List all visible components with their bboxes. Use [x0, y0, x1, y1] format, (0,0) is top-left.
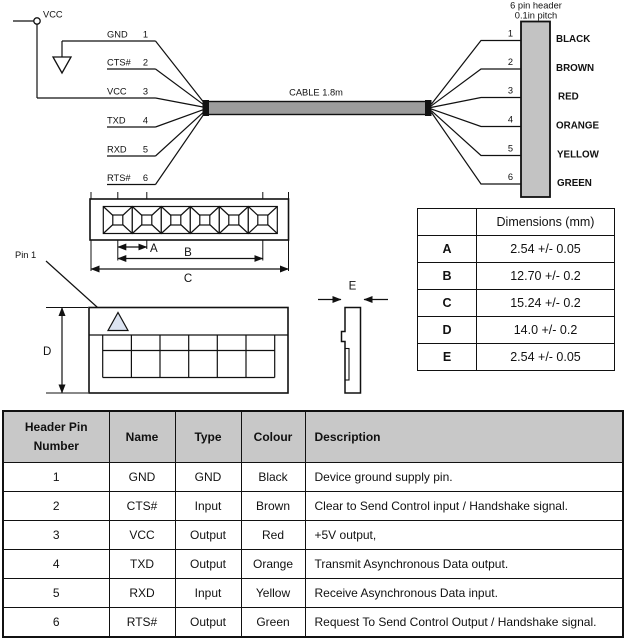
cable-label: CABLE 1.8m: [289, 87, 343, 98]
pin-description-cell: Clear to Send Control input / Handshake signal.: [305, 492, 623, 521]
dim-letter: A: [418, 236, 477, 263]
table-row: [418, 317, 615, 344]
column-header: Type: [175, 411, 241, 463]
signal-label: TXD: [107, 115, 126, 126]
pin-description-cell: Device ground supply pin.: [305, 463, 623, 492]
pin-cavity: [248, 207, 277, 234]
wire-color-label: BROWN: [556, 63, 595, 74]
table-row: [418, 236, 615, 263]
pin-colour-cell: Red: [241, 521, 305, 550]
pin-cavity: [132, 207, 161, 234]
dim-label-b: B: [184, 247, 192, 259]
pin-name-cell: GND: [109, 463, 175, 492]
column-header: Header Pin Number: [3, 411, 109, 463]
side-view-outline: [342, 308, 361, 394]
pin-type-cell: Input: [175, 579, 241, 608]
pin-name-cell: CTS#: [109, 492, 175, 521]
dim-label-d: D: [43, 346, 52, 358]
signal-label: RXD: [107, 144, 127, 155]
pin-number-cell: 2: [3, 492, 109, 521]
dims-table-header: Dimensions (mm): [477, 209, 615, 236]
pin-colour-cell: Black: [241, 463, 305, 492]
vcc-rail-label: VCC: [43, 9, 63, 20]
vcc-terminal-icon: [34, 18, 40, 24]
column-header: Colour: [241, 411, 305, 463]
header-title-line2: 0.1in pitch: [514, 10, 558, 21]
table-row: [418, 290, 615, 317]
dim-label-a: A: [150, 243, 158, 255]
pin-cavity: [190, 207, 219, 234]
dim-letter: D: [418, 317, 477, 344]
wire-color-label: GREEN: [557, 178, 592, 189]
header-pin-number: 6: [507, 172, 513, 182]
table-row: [3, 463, 623, 492]
dim-letter: E: [418, 344, 477, 371]
table-row: [3, 608, 623, 638]
header-title-line1: 6 pin header: [510, 0, 562, 11]
cable-end-cap: [203, 100, 210, 116]
pin-cavity: [219, 207, 248, 234]
header-pin-number: 4: [507, 114, 513, 125]
dim-letter: C: [418, 290, 477, 317]
pin-description-cell: Transmit Asynchronous Data output.: [305, 550, 623, 579]
pin-number-cell: 4: [3, 550, 109, 579]
pin1-label: Pin 1: [15, 250, 37, 260]
dim-label-e: E: [348, 280, 357, 293]
dim-value: 2.54 +/- 0.05: [477, 344, 615, 371]
dim-value: 12.70 +/- 0.2: [477, 263, 615, 290]
connector-side-view: [318, 281, 388, 394]
signal-label: CTS#: [107, 57, 131, 68]
header-pin-number: 5: [507, 143, 513, 154]
signal-pin-number: 2: [142, 57, 148, 68]
cable-body: [205, 102, 429, 115]
header-pin-number: 1: [507, 28, 513, 39]
pin-cavity: [103, 207, 132, 234]
pin-colour-cell: Yellow: [241, 579, 305, 608]
extension-lines: [46, 308, 88, 394]
dim-value: 14.0 +/- 0.2: [477, 317, 615, 344]
wire-color-label: YELLOW: [557, 149, 599, 161]
pin-type-cell: GND: [175, 463, 241, 492]
header-pin-number: 2: [507, 57, 513, 67]
header-pin-number: 3: [507, 85, 513, 96]
pin-type-cell: Output: [175, 608, 241, 638]
pin-type-cell: Output: [175, 521, 241, 550]
table-row: [3, 521, 623, 550]
pin-name-cell: TXD: [109, 550, 175, 579]
pin-colour-cell: Green: [241, 608, 305, 638]
dim-value: 15.24 +/- 0.2: [477, 290, 615, 317]
wire-color-label: RED: [558, 91, 579, 103]
pin-type-cell: Output: [175, 550, 241, 579]
pin-colour-cell: Orange: [241, 550, 305, 579]
pin-name-cell: RXD: [109, 579, 175, 608]
pin-cavity: [161, 207, 190, 234]
table-row: [3, 550, 623, 579]
dims-corner-cell: [418, 209, 477, 236]
connector-front-view: [15, 250, 288, 393]
wire-color-labels: [556, 34, 600, 189]
pin-description-cell: Request To Send Control Output / Handshake signal.: [305, 608, 623, 638]
table-row: [418, 344, 615, 371]
pin-number-cell: 3: [3, 521, 109, 550]
signal-pin-number: 3: [142, 86, 148, 97]
pin-name-cell: VCC: [109, 521, 175, 550]
signal-pin-number: 4: [142, 115, 148, 126]
column-header: Description: [305, 411, 623, 463]
pin-number-cell: 5: [3, 579, 109, 608]
wire-color-label: BLACK: [556, 34, 591, 45]
signal-label: RTS#: [107, 173, 131, 183]
pin-description-table: [2, 410, 624, 638]
wire-color-label: ORANGE: [556, 120, 600, 132]
connector-top-view: [90, 192, 289, 285]
column-header: Name: [109, 411, 175, 463]
dim-label-c: C: [183, 273, 193, 285]
header-pin-numbers: [508, 29, 513, 183]
table-row: [418, 263, 615, 290]
pin-type-cell: Input: [175, 492, 241, 521]
dim-letter: B: [418, 263, 477, 290]
ground-symbol-icon: [53, 57, 71, 73]
signal-label: GND: [107, 29, 128, 40]
pin-colour-cell: Brown: [241, 492, 305, 521]
wiring-schematic: [13, 1, 600, 198]
signal-pin-number: 1: [142, 29, 148, 40]
pin-number-cell: 1: [3, 463, 109, 492]
pin-name-cell: RTS#: [109, 608, 175, 638]
table-header-row: [3, 411, 623, 463]
cable-end-cap: [425, 100, 432, 116]
pin-header-body: [521, 22, 550, 198]
pin-number-cell: 6: [3, 608, 109, 638]
pin-description-cell: +5V output,: [305, 521, 623, 550]
table-row: [3, 492, 623, 521]
dimensions-table: [417, 208, 615, 371]
signal-pin-number: 6: [142, 173, 148, 183]
dim-value: 2.54 +/- 0.05: [477, 236, 615, 263]
pin-description-cell: Receive Asynchronous Data input.: [305, 579, 623, 608]
table-row: [3, 579, 623, 608]
signal-labels: [107, 30, 148, 184]
signal-pin-number: 5: [142, 144, 148, 155]
signal-label: VCC: [107, 86, 127, 97]
